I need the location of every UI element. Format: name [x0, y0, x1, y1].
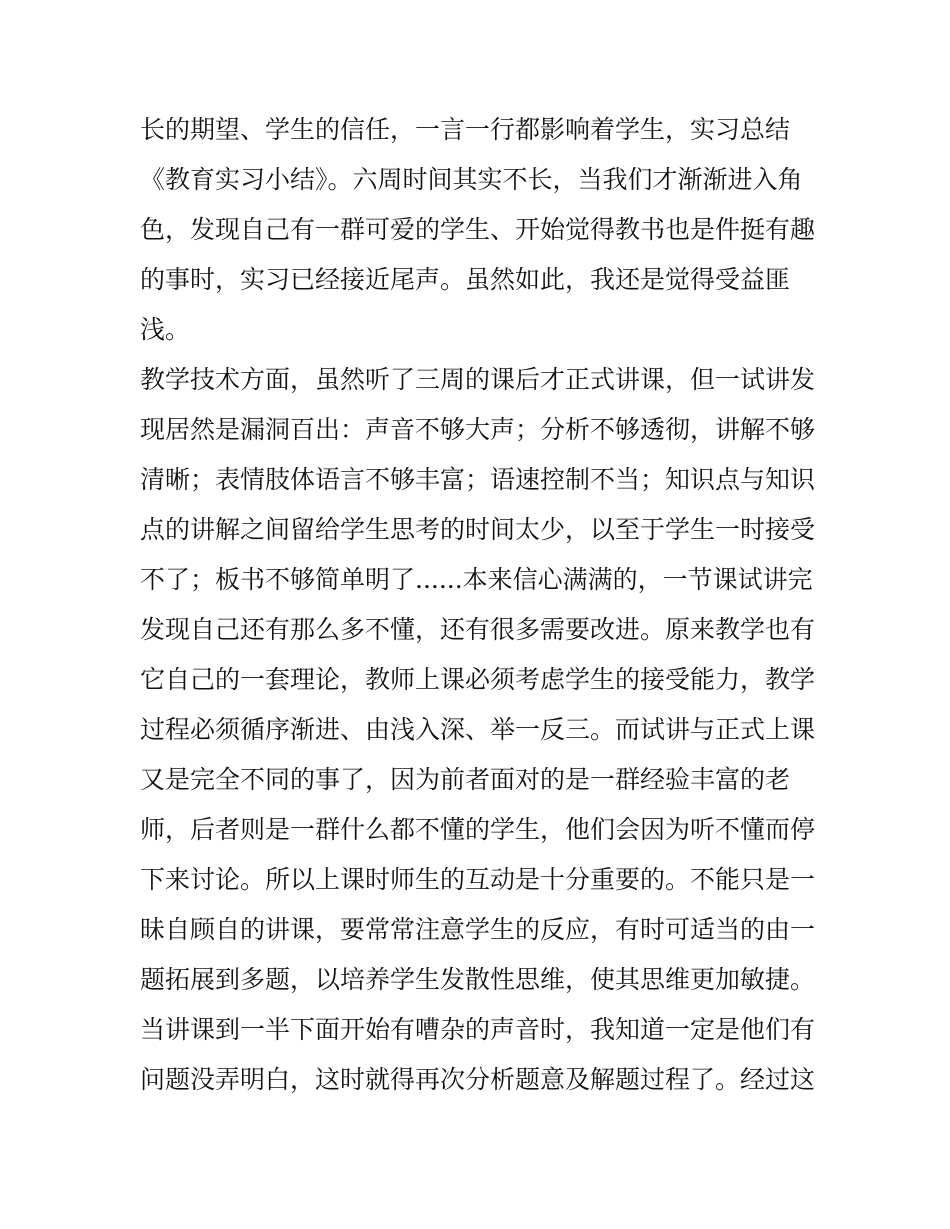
text-line: 清晰；表情肢体语言不够丰富；语速控制不当；知识点与知识 — [140, 465, 816, 494]
body-text — [140, 105, 820, 1105]
text-line: 昧自顾自的讲课，要常常注意学生的反应，有时可适当的由一 — [140, 915, 816, 944]
text-line: 当讲课到一半下面开始有嘈杂的声音时，我知道一定是他们有 — [140, 1015, 816, 1044]
text-line: 过程必须循序渐进、由浅入深、举一反三。而试讲与正式上课 — [140, 715, 816, 744]
text-line: 下来讨论。所以上课时师生的互动是十分重要的。不能只是一 — [140, 865, 816, 894]
text-line: 问题没弄明白，这时就得再次分析题意及解题过程了。经过这 — [140, 1065, 816, 1094]
text-line: 色，发现自己有一群可爱的学生、开始觉得教书也是件挺有趣 — [140, 215, 816, 244]
text-line: 的事时，实习已经接近尾声。虽然如此，我还是觉得受益匪 — [140, 265, 791, 294]
text-line: 又是完全不同的事了，因为前者面对的是一群经验丰富的老 — [140, 765, 791, 794]
text-line: 师，后者则是一群什么都不懂的学生，他们会因为听不懂而停 — [140, 815, 816, 844]
text-line: 题拓展到多题，以培养学生发散性思维，使其思维更加敏捷。 — [140, 965, 816, 994]
text-line: 点的讲解之间留给学生思考的时间太少，以至于学生一时接受 — [140, 515, 816, 544]
text-line: 浅。 — [140, 315, 191, 344]
text-line: 长的期望、学生的信任，一言一行都影响着学生，实习总结 — [140, 115, 791, 144]
text-line: 《教育实习小结》。六周时间其实不长，当我们才渐渐进入角 — [140, 165, 803, 194]
text-line: 教学技术方面，虽然听了三周的课后才正式讲课，但一试讲发 — [140, 365, 816, 394]
text-line: 它自己的一套理论，教师上课必须考虑学生的接受能力，教学 — [140, 665, 816, 694]
text-line: 不了；板书不够简单明了......本来信心满满的，一节课试讲完 — [140, 565, 813, 594]
text-line: 发现自己还有那么多不懂，还有很多需要改进。原来教学也有 — [140, 615, 816, 644]
text-line: 现居然是漏洞百出：声音不够大声；分析不够透彻，讲解不够 — [140, 415, 816, 444]
